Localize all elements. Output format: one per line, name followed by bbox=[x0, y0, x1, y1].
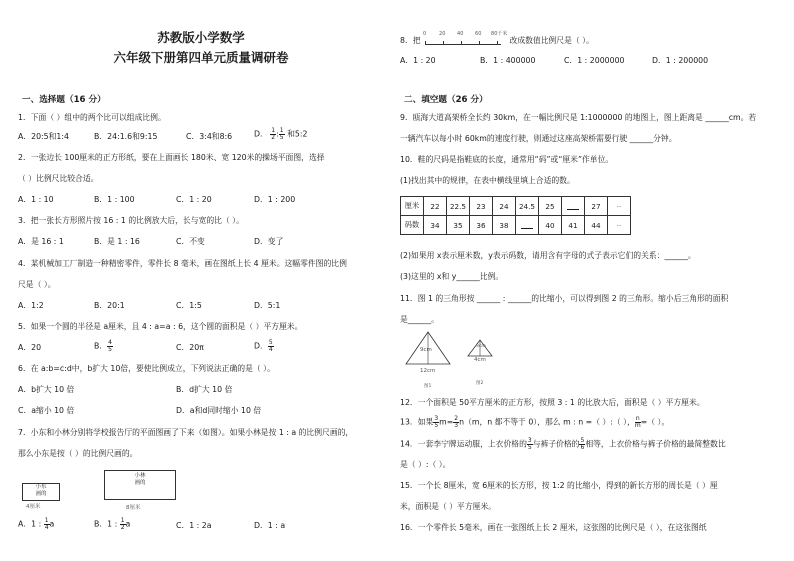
q4-option-c: C．1:5 bbox=[176, 301, 202, 310]
q10-part2: (2)如果用 x表示厘米数，y表示码数，请用含有字母的式子表示它们的关系：______。 bbox=[400, 251, 696, 260]
q10-part1: (1)找出其中的规律，在表中横线里填上合适的数。 bbox=[400, 176, 575, 185]
table-cell: 23 bbox=[470, 197, 493, 216]
triangle-1-height-label: 9cm bbox=[420, 347, 432, 353]
q8-option-a: A．1 : 20 bbox=[400, 56, 436, 65]
q7-option-a: A．1 : $\frac{1}{4}$ a bbox=[18, 517, 55, 531]
ruler-tick-40: 40 bbox=[457, 31, 464, 37]
q14-text-line1: 14．一套李宁牌运动服，上衣价格的 $\frac{3}{5}$ 与裤子价格的 $\frac{5}{6}$ 相等，上衣价格与裤子价格的最简整数比 bbox=[400, 437, 726, 451]
q2-option-a: A．1 : 10 bbox=[18, 195, 54, 204]
triangle-1-base-label: 12cm bbox=[420, 368, 436, 374]
q6-option-c: C．a缩小 10 倍 bbox=[18, 406, 75, 415]
table-cell: 22 bbox=[424, 197, 447, 216]
q5-option-d: D． $\frac{5}{4}$ bbox=[254, 339, 273, 353]
q3-option-a: A．是 16 : 1 bbox=[18, 237, 64, 246]
q12-text: 12．一个面积是 50平方厘米的正方形，按照 3 : 1 的比放大后，面积是（ ）平方厘米。 bbox=[400, 398, 705, 407]
q10-text: 10．鞋的尺码是指鞋底的长度，通常用“码”或“厘米”作单位。 bbox=[400, 155, 614, 164]
q6-text: 6．在 a:b=c:d中，b扩大 10倍，要使比例成立，下列说法正确的是（ ）。 bbox=[18, 364, 275, 373]
table-cell: 38 bbox=[493, 216, 516, 235]
triangle-2-height-label: 3cm bbox=[476, 344, 486, 349]
q11-text-line2: 是______。 bbox=[400, 315, 439, 324]
q2-text-line2: （ ）比例尺比较合适。 bbox=[18, 174, 99, 183]
q11-text-line1: 11．图 1 的三角形按 ______ : ______的比缩小，可以得到图 2 的三角形。缩小后三角形的面积 bbox=[400, 294, 729, 303]
q8-option-c: C．1 : 2000000 bbox=[564, 56, 625, 65]
q2-option-d: D．1 : 200 bbox=[254, 195, 296, 204]
q1-option-b: B．24:1.6和9:15 bbox=[94, 132, 158, 141]
section1-heading: 一、选择题（16 分） bbox=[22, 95, 106, 105]
section2-heading: 二、填空题（26 分） bbox=[404, 95, 488, 105]
q9-text-line2: 一辆汽车以每小时 60km的速度行驶，则通过这座高架桥需要行驶 ______分钟。 bbox=[400, 134, 677, 143]
q7-option-c: C．1 : 2a bbox=[176, 521, 212, 530]
xiaolin-drawing: 小林 画的 bbox=[104, 470, 176, 500]
table-cell: 40 bbox=[539, 216, 562, 235]
table-cell: 25 bbox=[539, 197, 562, 216]
q10-part3: (3)这里的 x和 y______比例。 bbox=[400, 272, 504, 281]
q8-text: 8．把 0 20 40 60 80千米 改成数值比例尺是（ ）。 bbox=[400, 31, 594, 45]
right-column bbox=[400, 0, 780, 561]
table-cell: 44 bbox=[585, 216, 608, 235]
q13-text: 13．如果 $\frac{3}{5}$ m= $\frac{2}{3}$ n（m，n 都不等于 0），那么 m : n =（ ）:（ ）， $\frac{n}{m}$ =（ ）。 bbox=[400, 415, 670, 429]
ruler-tick-0: 0 bbox=[423, 31, 427, 37]
q5-option-a: A．20 bbox=[18, 343, 42, 352]
ruler-tick-20: 20 bbox=[439, 31, 446, 37]
q1-option-d: D． $\frac{1}{2}$ : $\frac{1}{5}$ 和5:2 bbox=[254, 127, 308, 141]
q8-option-b: B．1 : 400000 bbox=[480, 56, 536, 65]
paper-subtitle: 六年级下册第四单元质量调研卷 bbox=[113, 50, 289, 65]
triangle-2-base-label: 4cm bbox=[474, 357, 486, 363]
q4-text-line2: 尺是（ ）。 bbox=[18, 280, 56, 289]
q15-text-line2: 米，面积是（ ）平方厘米。 bbox=[400, 502, 497, 511]
q4-option-d: D．5:1 bbox=[254, 301, 281, 310]
figure-1-caption: 图1 bbox=[424, 384, 432, 389]
q4-text-line1: 4．某机械加工厂制造一种精密零件，零件长 8 毫米，画在图纸上长 4 厘米。这幅零件图的比例 bbox=[18, 259, 347, 268]
q7-text-line2: 那么小东是按（ ）的比例尺画的。 bbox=[18, 449, 138, 458]
table-cell: 34 bbox=[424, 216, 447, 235]
table-cell: 35 bbox=[447, 216, 470, 235]
table-cell-blank[interactable] bbox=[562, 197, 585, 216]
shoe-size-table bbox=[400, 196, 631, 235]
table-cell: 码数 bbox=[401, 216, 424, 235]
q3-text: 3．把一张长方形照片按 16 : 1 的比例放大后，长与宽的比（ ）。 bbox=[18, 216, 244, 225]
q4-option-a: A．1:2 bbox=[18, 301, 44, 310]
ruler-tick-60: 60 bbox=[475, 31, 482, 37]
figure-2-caption: 图2 bbox=[476, 381, 484, 386]
xiaodong-drawing-label: 4厘米 bbox=[26, 504, 41, 510]
table-row-cm bbox=[401, 197, 631, 216]
ruler-tick-80: 80千米 bbox=[491, 31, 508, 37]
q3-option-b: B．是 1 : 16 bbox=[94, 237, 140, 246]
q5-option-c: C．20π bbox=[176, 343, 204, 352]
table-cell: 36 bbox=[470, 216, 493, 235]
table-cell: ... bbox=[608, 216, 631, 235]
q6-option-a: A．b扩大 10 倍 bbox=[18, 385, 75, 394]
table-cell: ... bbox=[608, 197, 631, 216]
left-column bbox=[18, 0, 384, 561]
xiaodong-drawing: 小东 画的 bbox=[22, 483, 60, 501]
table-cell: 41 bbox=[562, 216, 585, 235]
q7-option-b: B．1 : $\frac{1}{2}$ a bbox=[94, 517, 131, 531]
q9-text-line1: 9．瓯海大道高架桥全长约 30km，在一幅比例尺是 1:1000000 的地图上，图上距离是 ______cm。若 bbox=[400, 113, 757, 122]
q8-option-d: D．1 : 200000 bbox=[652, 56, 709, 65]
q6-option-d: D．a和d同时缩小 10 倍 bbox=[176, 406, 262, 415]
q6-option-b: B．d扩大 10 倍 bbox=[176, 385, 233, 394]
q3-option-c: C．不变 bbox=[176, 237, 205, 246]
q2-option-c: C．1 : 20 bbox=[176, 195, 212, 204]
table-cell: 24 bbox=[493, 197, 516, 216]
table-row-size bbox=[401, 216, 631, 235]
q7-option-d: D．1 : a bbox=[254, 521, 286, 530]
q2-option-b: B．1 : 100 bbox=[94, 195, 135, 204]
table-cell-blank[interactable] bbox=[516, 216, 539, 235]
table-cell: 24.5 bbox=[516, 197, 539, 216]
table-cell: 27 bbox=[585, 197, 608, 216]
triangle-figures bbox=[402, 326, 502, 392]
q16-text: 16．一个零件长 5毫米，画在一张图纸上长 2 厘米，这张图的比例尺是（ ），在这张图纸 bbox=[400, 523, 707, 532]
paper-title: 苏教版小学数学 bbox=[157, 30, 245, 45]
q5-option-b: B． $\frac{4}{5}$ bbox=[94, 339, 112, 353]
q14-text-line2: 是（ ）:（ ）。 bbox=[400, 460, 451, 469]
line-scale-ruler bbox=[423, 31, 508, 46]
table-cell: 厘米 bbox=[401, 197, 424, 216]
q4-option-b: B．20:1 bbox=[94, 301, 125, 310]
xiaolin-drawing-label: 8厘米 bbox=[126, 505, 141, 511]
q5-text: 5．如果一个圆的半径是 a厘米，且 4 : a=a : 6，这个圆的面积是（ ）平方厘米。 bbox=[18, 322, 303, 331]
table-cell: 22.5 bbox=[447, 197, 470, 216]
q3-option-d: D．变了 bbox=[254, 237, 284, 246]
q2-text-line1: 2．一张边长 100厘米的正方形纸，要在上面画长 180米、宽 120米的操场平面图，选择 bbox=[18, 153, 325, 162]
q1-text: 1．下面（ ）组中的两个比可以组成比例。 bbox=[18, 113, 166, 122]
q15-text-line1: 15．一个长 8厘米，宽 6厘米的长方形，按 1:2 的比缩小，得到的新长方形的周长是（ ）厘 bbox=[400, 481, 718, 490]
q1-option-c: C．3:4和8:6 bbox=[186, 132, 233, 141]
q1-option-a: A．20:5和1:4 bbox=[18, 132, 69, 141]
q7-text-line1: 7．小东和小林分别将学校报告厅的平面图画了下来（如图）。如果小林是按 1 : a 的比例尺画的， bbox=[18, 428, 354, 437]
